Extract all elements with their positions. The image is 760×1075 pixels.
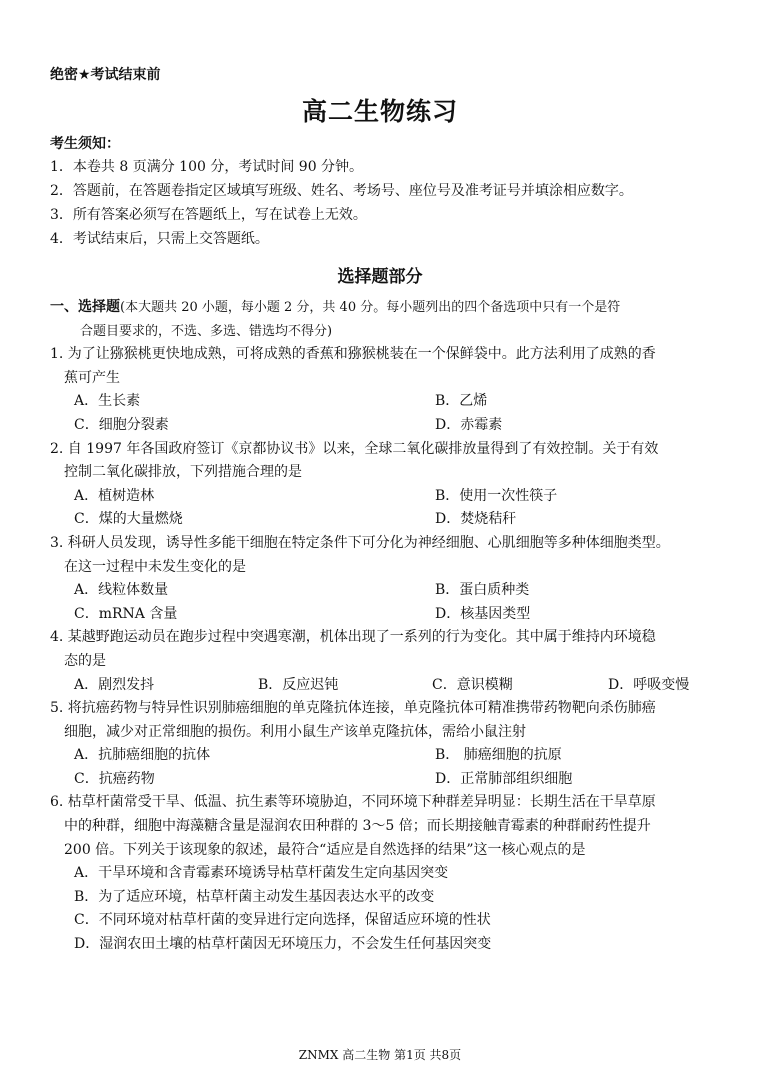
option-a[interactable]: A．剧烈发抖 [74,676,155,693]
option-row [50,508,720,532]
option-c[interactable]: C．不同环境对枯草杆菌的变异进行定向选择，保留适应环境的性状 [74,912,491,929]
option-d[interactable]: D．核基因类型 [435,605,531,622]
question-text: 3. 科研人员发现，诱导性多能干细胞在特定条件下可分化为神经细胞、心肌细胞等多种体细胞类型。 [50,534,670,551]
option-a[interactable]: A．生长素 [74,393,141,410]
option-row [50,768,720,792]
notice-item: 3．所有答案必须写在答题纸上，写在试卷上无效。 [50,207,367,223]
part-desc-cont: 合题目要求的，不选、多选、错选均不得分) [80,323,333,339]
option-a[interactable]: A．线粒体数量 [74,582,169,599]
question-2 [50,438,720,532]
page-footer: ZNMX 高二生物 第1页 共8页 [298,1048,462,1062]
part-label: 一、选择题 [50,299,120,315]
question-text: 4. 某越野跑运动员在跑步过程中突遇寒潮，机体出现了一系列的行为变化。其中属于维持内环境稳 [50,629,656,646]
question-text-cont: 控制二氧化碳排放，下列措施合理的是 [64,464,302,481]
option-a[interactable]: A．植树造林 [74,487,155,504]
question-3 [50,532,720,626]
option-d[interactable]: D．正常肺部组织细胞 [435,770,573,787]
question-text: 5. 将抗癌药物与特异性识别肺癌细胞的单克隆抗体连接，单克隆抗体可精准携带药物靶向杀伤肺癌 [50,700,656,717]
option-d[interactable]: D．湿润农田土壤的枯草杆菌因无环境压力，不会发生任何基因突变 [74,936,492,953]
option-row [50,674,720,698]
option-c[interactable]: C．抗癌药物 [74,770,155,787]
option-d[interactable]: D．赤霉素 [435,416,503,433]
option-b[interactable]: B．使用一次性筷子 [435,487,558,504]
notice-heading: 考生须知： [50,136,120,152]
option-c[interactable]: C．细胞分裂素 [74,416,169,433]
question-text: 6. 枯草杆菌常受干旱、低温、抗生素等环境胁迫，不同环境下种群差异明显：长期生活在干旱草原 [50,794,656,811]
option-a[interactable]: A．抗肺癌细胞的抗体 [74,747,211,764]
question-text-cont: 态的是 [64,652,106,669]
question-text-cont: 细胞，减少对正常细胞的损伤。利用小鼠生产该单克隆抗体，需给小鼠注射 [64,723,526,740]
option-row [50,603,720,627]
question-area [50,296,720,957]
option-c[interactable]: C．煤的大量燃烧 [74,511,183,528]
page-title: 高二生物练习 [301,97,458,126]
notice-list [50,155,633,251]
question-text-cont: 蕉可产生 [64,369,120,386]
option-row [50,579,720,603]
notice-item: 2．答题前，在答题卷指定区域填写班级、姓名、考场号、座位号及准考证号并填涂相应数字。 [50,183,633,199]
question-6 [50,791,720,956]
part-heading [50,296,720,320]
option-d[interactable]: D．焚烧秸秆 [435,511,517,528]
confidential-label: 绝密★考试结束前 [50,67,161,83]
option-b[interactable]: B． 肺癌细胞的抗原 [435,747,562,764]
question-text: 2. 自 1997 年各国政府签订《京都协议书》以来，全球二氧化碳排放量得到了有效控制。关于有效 [50,440,659,457]
option-row [50,744,720,768]
option-b[interactable]: B．反应迟钝 [258,676,339,693]
question-text-cont: 200 倍。下列关于该现象的叙述，最符合“适应是自然选择的结果”这一核心观点的是 [64,841,586,858]
option-b[interactable]: B．为了适应环境，枯草杆菌主动发生基因表达水平的改变 [74,888,435,905]
question-1 [50,343,720,437]
option-row [50,390,720,414]
option-c[interactable]: C．意识模糊 [432,676,513,693]
question-text-cont: 中的种群，细胞中海藻糖含量是湿润农田种群的 3～5 倍；而长期接触青霉素的种群耐药性提升 [64,818,651,835]
question-text-cont: 在这一过程中未发生变化的是 [64,558,246,575]
notice-item: 1．本卷共 8 页满分 100 分，考试时间 90 分钟。 [50,159,364,175]
option-c[interactable]: C．mRNA 含量 [74,605,178,622]
option-row [50,414,720,438]
option-d[interactable]: D．呼吸变慢 [608,676,690,693]
question-5 [50,697,720,791]
option-a[interactable]: A．干旱环境和含青霉素环境诱导枯草杆菌发生定向基因突变 [74,865,449,882]
question-4 [50,626,720,697]
option-b[interactable]: B．乙烯 [435,393,488,410]
part-desc: (本大题共 20 小题，每小题 2 分，共 40 分。每小题列出的四个备选项中只有一个是符 [120,300,621,315]
option-row [50,485,720,509]
option-b[interactable]: B．蛋白质种类 [435,582,530,599]
section-title: 选择题部分 [337,267,423,287]
question-text: 1. 为了让猕猴桃更快地成熟，可将成熟的香蕉和猕猴桃装在一个保鲜袋中。此方法利用了成熟的香 [50,346,656,363]
notice-item: 4．考试结束后，只需上交答题纸。 [50,231,269,247]
